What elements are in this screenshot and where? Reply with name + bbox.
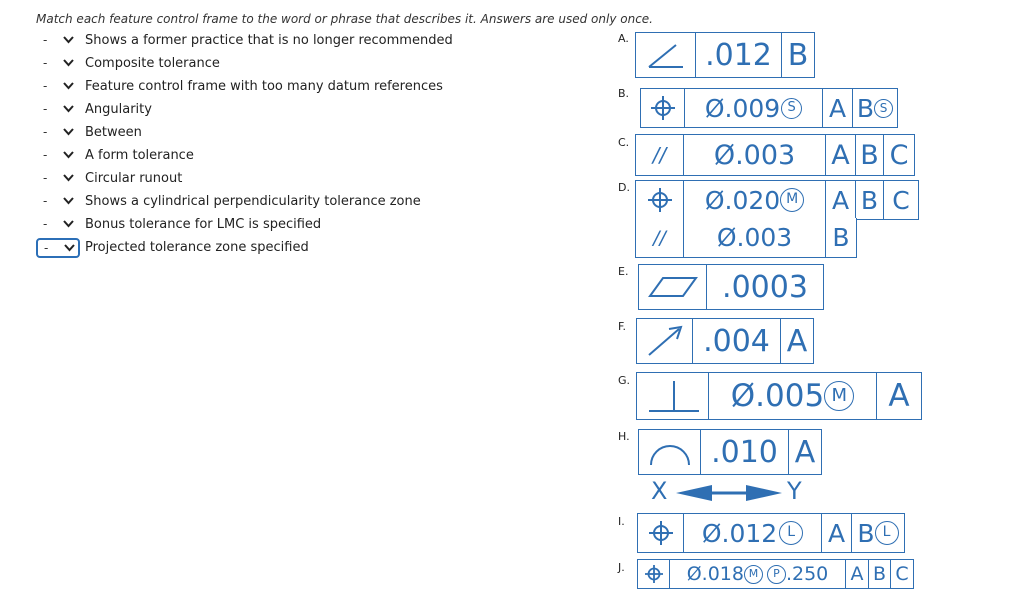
answer-dropdown[interactable]	[36, 192, 80, 212]
question-text: Bonus tolerance for LMC is specified	[85, 217, 322, 232]
chevron-down-icon	[63, 151, 74, 159]
dropdown-value: -	[43, 101, 48, 116]
datum-ref: B	[832, 223, 850, 252]
question-row	[36, 190, 453, 213]
question-text: Shows a cylindrical perpendicularity tolerance zone	[85, 194, 421, 209]
datum-ref: A	[888, 378, 910, 414]
question-row	[36, 121, 453, 144]
fcf-position-lmc	[637, 513, 905, 553]
datum-ref: B	[856, 135, 884, 175]
between-arrow-icon	[674, 483, 784, 503]
datum-ref: A	[846, 560, 869, 588]
dropdown-value: -	[43, 78, 48, 93]
modifier-m: M	[824, 381, 854, 411]
dropdown-value: -	[43, 216, 48, 231]
answer-dropdown[interactable]	[36, 31, 80, 51]
dropdown-value: -	[43, 32, 48, 47]
fcf-composite-lower	[635, 218, 857, 258]
question-text: Shows a former practice that is no longer recommended	[85, 33, 453, 48]
answer-letter-b: B.	[618, 87, 630, 100]
datum-ref-cell	[852, 514, 904, 552]
question-text: Feature control frame with too many datum references	[85, 79, 443, 94]
modifier-s: S	[781, 98, 802, 119]
fcf-projected-zone	[637, 559, 914, 589]
fcf-composite-upper	[635, 180, 919, 220]
parallelism-symbol-icon: //	[636, 218, 684, 257]
position-symbol-icon	[636, 181, 684, 219]
tolerance-value: .012	[696, 33, 782, 77]
question-text: Composite tolerance	[85, 56, 220, 71]
answer-dropdown[interactable]	[36, 100, 80, 120]
answer-letter-e: E.	[618, 265, 629, 278]
datum-ref: C	[895, 563, 909, 585]
tolerance-cell	[670, 560, 846, 588]
datum-ref: A	[826, 181, 856, 219]
chevron-down-icon	[63, 105, 74, 113]
tolerance-value: Ø.003	[684, 135, 826, 175]
question-row	[36, 144, 453, 167]
between-x-label: X	[651, 477, 668, 505]
tolerance-value: Ø.009	[704, 93, 781, 123]
dropdown-value: -	[43, 55, 48, 70]
fcf-position-rfs	[640, 88, 898, 128]
modifier-l: L	[875, 521, 899, 545]
runout-arrow-icon	[637, 319, 693, 363]
datum-ref: B	[787, 37, 809, 73]
fcf-flatness	[638, 264, 824, 310]
chevron-down-icon	[63, 36, 74, 44]
question-text: Projected tolerance zone specified	[85, 240, 309, 255]
tolerance-value: .0003	[722, 269, 808, 305]
datum-ref: B	[869, 560, 891, 588]
question-text: Between	[85, 125, 142, 140]
tolerance-cell	[684, 181, 826, 219]
question-row	[36, 167, 453, 190]
question-row	[36, 75, 453, 98]
answer-dropdown[interactable]	[36, 215, 80, 235]
answer-dropdown[interactable]	[36, 77, 80, 97]
datum-ref: A	[822, 514, 852, 552]
dropdown-value: -	[43, 124, 48, 139]
chevron-down-icon	[63, 82, 74, 90]
tolerance-value: Ø.005	[730, 378, 825, 414]
chevron-down-icon	[63, 197, 74, 205]
perpendicularity-symbol-icon	[637, 373, 709, 419]
tolerance-value: Ø.020	[704, 185, 781, 215]
dropdown-value: -	[44, 240, 49, 255]
tolerance-value: Ø.018	[686, 563, 744, 585]
question-text: Circular runout	[85, 171, 183, 186]
answer-letter-g: G.	[618, 374, 631, 387]
question-row	[36, 98, 453, 121]
question-text: A form tolerance	[85, 148, 194, 163]
fcf-circular-runout	[636, 318, 814, 364]
modifier-p: P	[767, 565, 786, 584]
chevron-down-icon	[63, 59, 74, 67]
dropdown-value: -	[43, 170, 48, 185]
dropdown-value: -	[43, 193, 48, 208]
answer-letter-d: D.	[618, 181, 630, 194]
answer-letter-f: F.	[618, 320, 627, 333]
datum-ref-cell	[853, 89, 897, 127]
answer-letter-j: J.	[618, 561, 625, 574]
question-row	[36, 213, 453, 236]
answer-letter-h: H.	[618, 430, 630, 443]
position-symbol-icon	[641, 89, 685, 127]
parallelism-symbol-icon: //	[636, 135, 684, 175]
tolerance-cell	[684, 514, 822, 552]
answer-dropdown[interactable]	[36, 169, 80, 189]
question-list	[36, 29, 453, 259]
question-row	[36, 52, 453, 75]
datum-ref: B	[857, 518, 875, 548]
chevron-down-icon	[63, 220, 74, 228]
datum-ref: B	[856, 93, 875, 123]
datum-ref: A	[823, 89, 853, 127]
chevron-down-icon	[64, 244, 75, 252]
tolerance-value: Ø.012	[701, 518, 778, 548]
angularity-symbol-icon	[636, 33, 696, 77]
answer-dropdown[interactable]	[36, 146, 80, 166]
answer-dropdown[interactable]	[36, 238, 80, 258]
chevron-down-icon	[63, 128, 74, 136]
question-row	[36, 236, 453, 259]
flatness-symbol-icon	[639, 265, 707, 309]
answer-letter-c: C.	[618, 136, 630, 149]
tolerance-cell	[709, 373, 877, 419]
dropdown-value: -	[43, 147, 48, 162]
profile-line-symbol-icon	[639, 430, 701, 474]
answer-dropdown[interactable]	[36, 123, 80, 143]
question-row	[36, 29, 453, 52]
tolerance-value: Ø.003	[684, 218, 826, 257]
question-text: Angularity	[85, 102, 152, 117]
modifier-m: M	[744, 565, 763, 584]
between-y-label: Y	[787, 477, 802, 505]
datum-ref: A	[794, 434, 816, 470]
answer-dropdown[interactable]	[36, 54, 80, 74]
fcf-profile-of-line	[638, 429, 822, 475]
datum-ref: A	[826, 135, 856, 175]
chevron-down-icon	[63, 174, 74, 182]
datum-ref: A	[786, 323, 808, 359]
tolerance-value: .010	[701, 430, 789, 474]
instructions: Match each feature control frame to the word or phrase that describes it. Answers are used only once.	[36, 12, 653, 26]
tolerance-value: .004	[693, 319, 781, 363]
fcf-parallelism	[635, 134, 915, 176]
answer-letter-a: A.	[618, 32, 629, 45]
answer-letter-i: I.	[618, 515, 625, 528]
projected-height: .250	[785, 563, 829, 585]
tolerance-cell	[685, 89, 823, 127]
fcf-perpendicularity	[636, 372, 922, 420]
datum-ref: B	[856, 181, 884, 219]
position-symbol-icon	[638, 514, 684, 552]
datum-ref: C	[892, 185, 910, 215]
fcf-angularity	[635, 32, 815, 78]
modifier-s: S	[874, 99, 893, 118]
modifier-l: L	[779, 521, 803, 545]
datum-ref: C	[889, 139, 909, 171]
modifier-m: M	[780, 188, 804, 212]
position-symbol-icon	[638, 560, 670, 588]
